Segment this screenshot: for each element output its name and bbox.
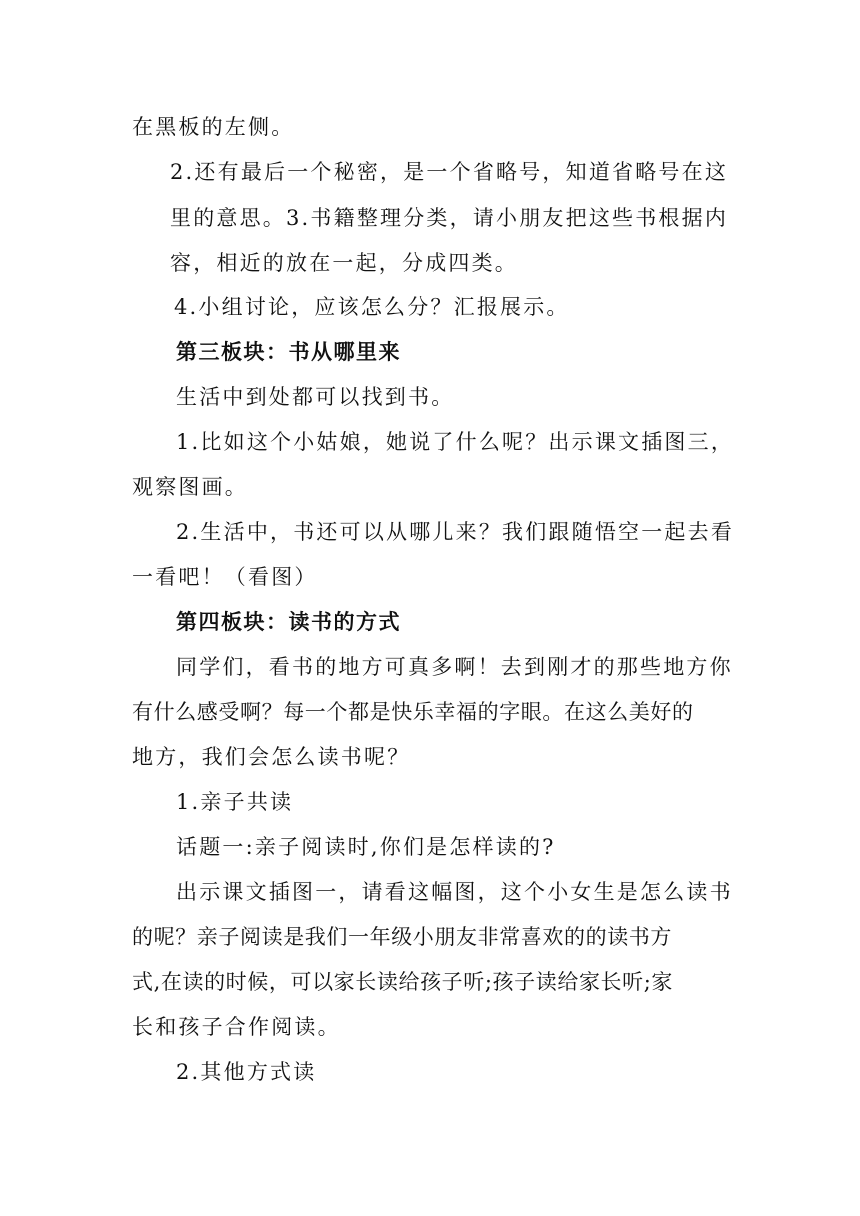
section-heading: 第三板块：书从哪里来 — [176, 340, 401, 364]
text-line: 长和孩子合作阅读。 — [132, 1015, 341, 1039]
text-line: 1.亲子共读 — [176, 790, 294, 814]
text-line: 出示课文插图一，请看这幅图，这个小女生是怎么读书 — [176, 880, 733, 904]
text-line: 在黑板的左侧。 — [132, 115, 295, 139]
text-line: 式,在读的时候，可以家长读给孩子听;孩子读给家长听;家 — [132, 970, 674, 994]
text-line: 话题一:亲子阅读时,你们是怎样读的? — [176, 835, 556, 859]
text-line: 地方，我们会怎么读书呢？ — [132, 745, 411, 769]
text-line: 生活中到处都可以找到书。 — [176, 385, 455, 409]
text-line: 2.生活中，书还可以从哪儿来？我们跟随悟空一起去看 — [176, 520, 735, 544]
text-line: 有什么感受啊？每一个都是快乐幸福的字眼。在这么美好的 — [132, 700, 694, 724]
text-line: 里的意思。3.书籍整理分类，请小朋友把这些书根据内 — [170, 206, 729, 230]
text-line: 4.小组讨论，应该怎么分？汇报展示。 — [174, 295, 570, 319]
text-line: 2.还有最后一个秘密，是一个省略号，知道省略号在这 — [170, 160, 729, 184]
text-line: 容，相近的放在一起，分成四类。 — [170, 251, 518, 275]
text-line: 观察图画。 — [132, 475, 248, 499]
text-line: 2.其他方式读 — [176, 1060, 317, 1084]
text-line: 的呢？亲子阅读是我们一年级小朋友非常喜欢的的读书方 — [132, 925, 672, 949]
text-line: 一看吧！（看图） — [132, 565, 318, 589]
text-line: 1.比如这个小姑娘，她说了什么呢？出示课文插图三， — [176, 430, 735, 454]
text-line: 同学们，看书的地方可真多啊！去到刚才的那些地方你 — [176, 655, 733, 679]
section-heading: 第四板块：读书的方式 — [176, 610, 401, 634]
